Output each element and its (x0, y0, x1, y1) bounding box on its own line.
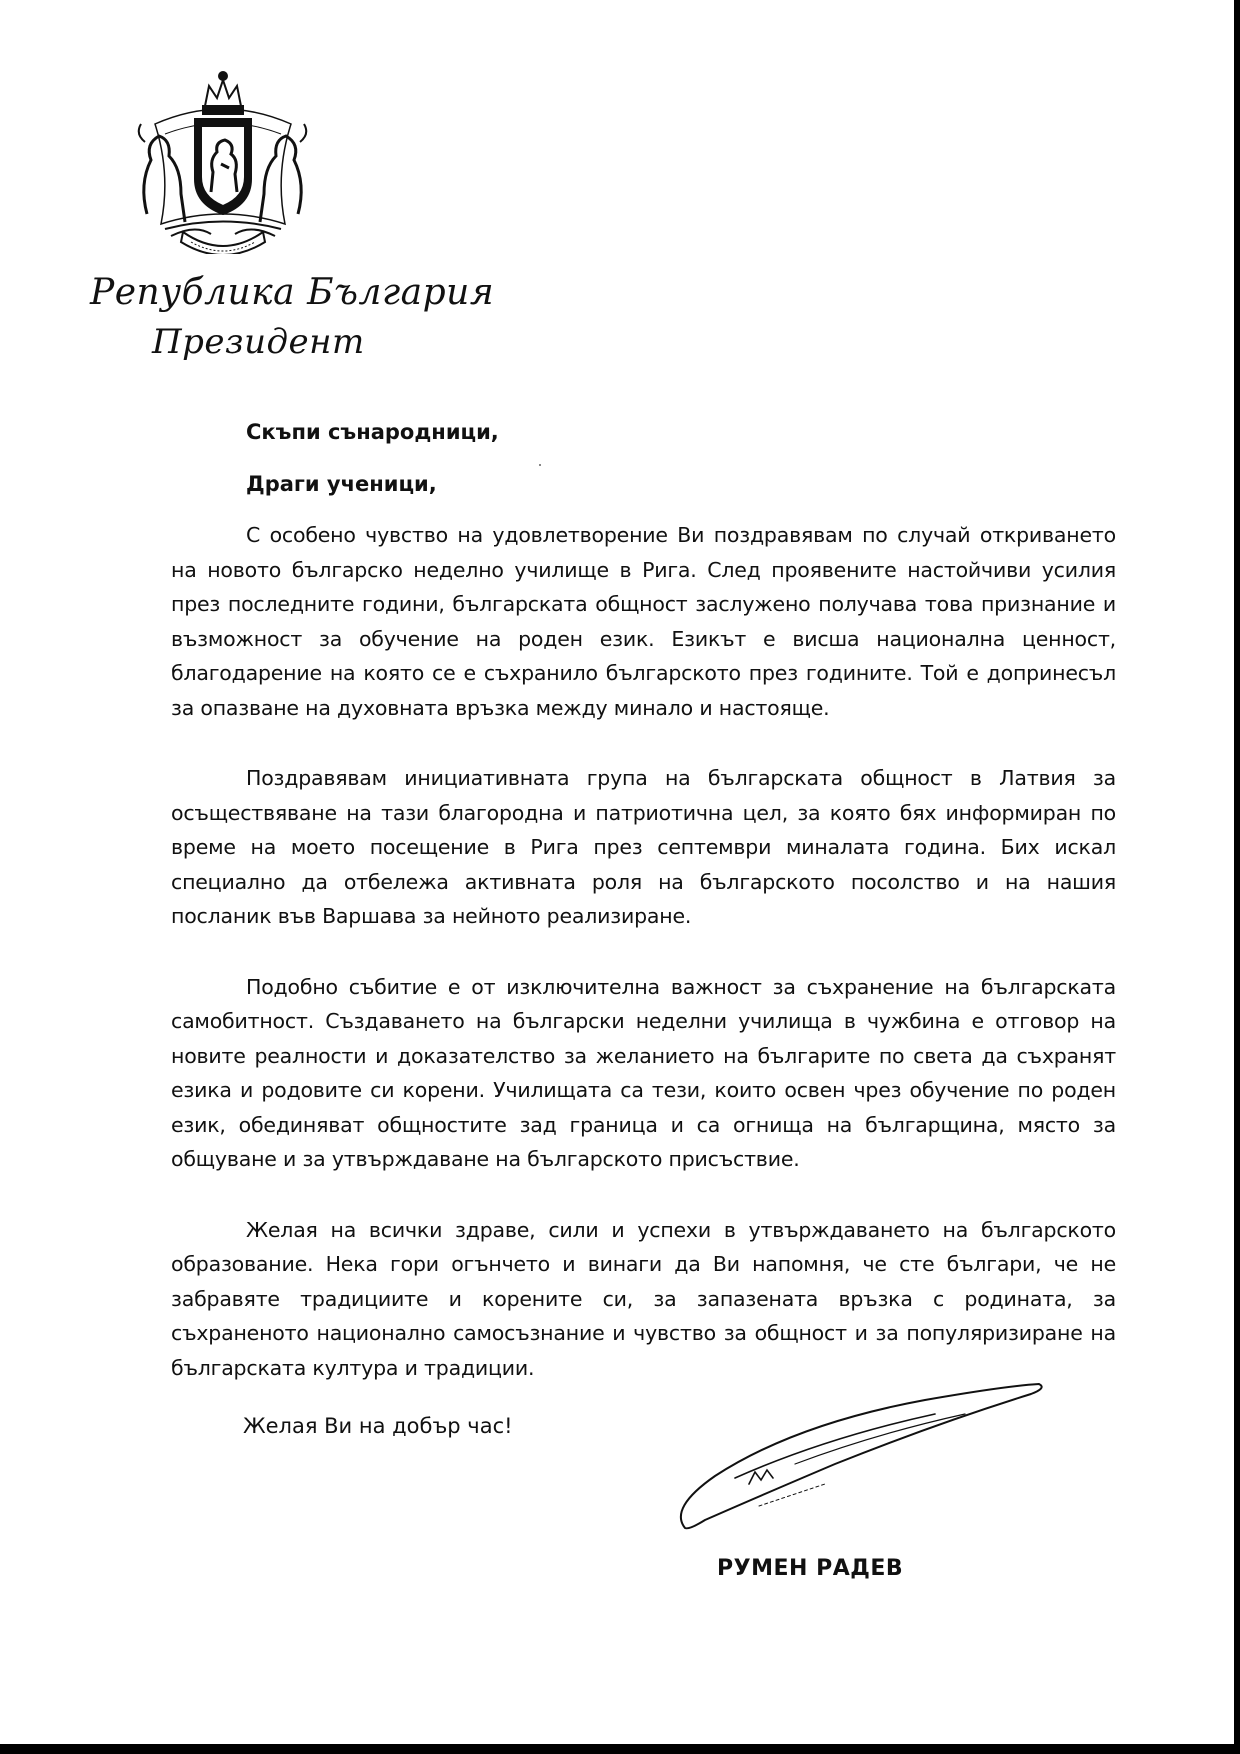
paragraph-3: Подобно събитие е от изключителна важност за съхранение на българската самобитност. Създаването на български неделни училища в чужбина е отговор на новите реалности и доказателство за желанието на българите по света да съхранят езика и родовите си корени. Училищата са тези, които освен чрез обучение по роден език, обединяват общностите зад граница и са огнища на българщина, място за общуване и за утвърждаване на българското присъствие. (171, 974, 1116, 1171)
scan-edge-bottom (0, 1744, 1240, 1754)
letter-body (171, 518, 1116, 1421)
closing-line: Желая Ви на добър час! (243, 1414, 513, 1438)
paragraph-4: Желая на всички здраве, сили и успехи в утвърждаването на българското образование. Нека гори огънчето и винаги да Ви напомня, че сте българи, че не забравяте традициите и корените си, за запазената връзка с родината, за съхраненото национално самосъзнание и чувство за общност и за популяризиране на българската култура и традиции. (171, 1217, 1116, 1380)
salutation-students: Драги ученици, (246, 472, 437, 496)
signature-icon (675, 1380, 1050, 1540)
signer-name: РУМЕН РАДЕВ (717, 1556, 904, 1581)
paragraph-2: Поздравявам инициативната група на българската общност в Латвия за осъществяване на тази благородна и патриотична цел, за която бях информиран по време на моето посещение в Рига през септември миналата година. Бих искал специално да отбележа активната роля на българското посолство и на нашия посланик във Варшава за нейното реализиране. (171, 766, 1116, 928)
salutation-compatriots: Скъпи сънародници, (246, 420, 499, 444)
scan-edge-right (1234, 0, 1240, 1754)
header-republic: Република България (90, 272, 495, 313)
coat-of-arms-icon (125, 64, 320, 254)
header-president: Президент (152, 322, 365, 362)
scan-speck (539, 464, 541, 466)
paragraph-1: С особено чувство на удовлетворение Ви поздравявам по случай откриването на новото българско неделно училище в Рига. След проявените настойчиви усилия през последните години, българската общност заслужено получава това признание и възможност за обучение на роден език. Езикът е висша национална ценност, благодарение на която се е съхранило българското през годините. Той е допринесъл за опазване на духовната връзка между минало и настояще. (171, 523, 1116, 720)
